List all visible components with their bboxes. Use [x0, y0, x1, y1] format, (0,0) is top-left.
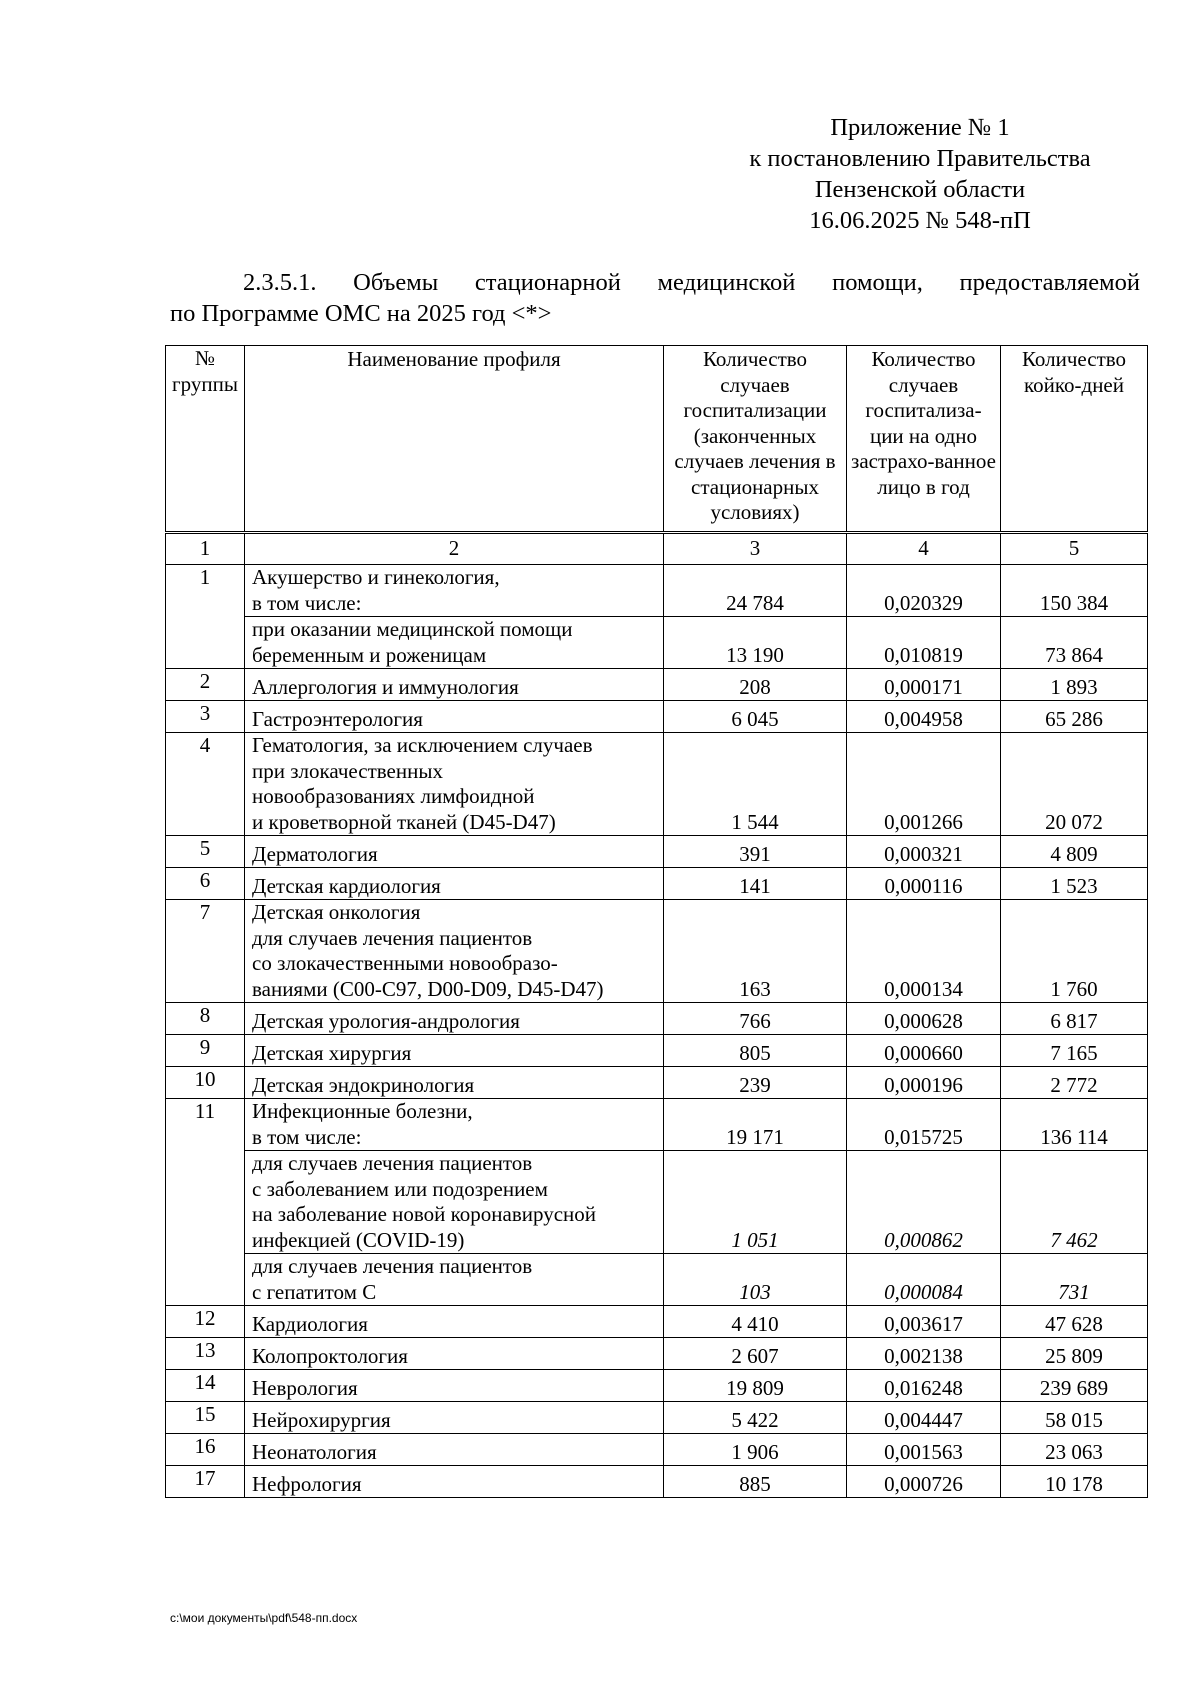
bed-days-cell: 136 114 — [1001, 1099, 1148, 1151]
table-row — [166, 1402, 1148, 1434]
profile-name-cell: Гематология, за исключением случаев при злокачественных новообразованиях лимфоидной и кроветворной тканей (D45-D47) — [245, 733, 664, 836]
profile-name-cell: Гастроэнтерология — [245, 701, 664, 733]
cases-cell: 239 — [664, 1067, 847, 1099]
appendix-reference: к постановлению Правительства — [749, 145, 1091, 172]
per-person-cell: 0,000321 — [847, 836, 1001, 868]
group-number-cell: 17 — [166, 1466, 245, 1498]
group-number-cell: 7 — [166, 900, 245, 1003]
profile-name-cell: Нефрология — [245, 1466, 664, 1498]
appendix-decree-date: 16.06.2025 № 548-пП — [809, 207, 1031, 234]
cases-cell: 19 171 — [664, 1099, 847, 1151]
bed-days-cell: 1 760 — [1001, 900, 1148, 1003]
profile-name-cell: Детская кардиология — [245, 868, 664, 900]
cases-cell: 24 784 — [664, 565, 847, 617]
table-row — [166, 1370, 1148, 1402]
table-row — [166, 669, 1148, 701]
profile-name-cell: Инфекционные болезни, в том числе: — [245, 1099, 664, 1151]
table-body — [166, 533, 1148, 1498]
table-row — [166, 1338, 1148, 1370]
per-person-cell: 0,001563 — [847, 1434, 1001, 1466]
per-person-cell: 0,000862 — [847, 1151, 1001, 1254]
profile-name-cell: Детская эндокринология — [245, 1067, 664, 1099]
profile-name-cell: при оказании медицинской помощи беременным и роженицам — [245, 617, 664, 669]
group-number-cell: 11 — [166, 1099, 245, 1306]
section-heading — [170, 267, 1140, 329]
cases-cell: 1 906 — [664, 1434, 847, 1466]
per-person-cell: 0,000171 — [847, 669, 1001, 701]
table-row — [166, 733, 1148, 836]
group-number-cell: 9 — [166, 1035, 245, 1067]
bed-days-cell: 65 286 — [1001, 701, 1148, 733]
col-number: 3 — [664, 533, 847, 565]
col-number: 5 — [1001, 533, 1148, 565]
file-path-footer: c:\мои документы\pdf\548-пп.docx — [170, 1611, 358, 1625]
group-number-cell: 12 — [166, 1306, 245, 1338]
col-number: 4 — [847, 533, 1001, 565]
section-heading-line2: по Программе ОМС на 2025 год <*> — [170, 300, 552, 327]
per-person-cell: 0,016248 — [847, 1370, 1001, 1402]
table-row — [166, 900, 1148, 1003]
cases-cell: 805 — [664, 1035, 847, 1067]
per-person-cell: 0,010819 — [847, 617, 1001, 669]
table-row — [166, 868, 1148, 900]
profile-name-cell: Детская онкология для случаев лечения пациентов со злокачественными новообразо- ваниями (С00-С97, D00-D09, D45-D47) — [245, 900, 664, 1003]
col-header-bed-days: Количество койко-дней — [1001, 346, 1148, 533]
cases-cell: 885 — [664, 1466, 847, 1498]
bed-days-cell: 25 809 — [1001, 1338, 1148, 1370]
table-row — [166, 1466, 1148, 1498]
per-person-cell: 0,000116 — [847, 868, 1001, 900]
bed-days-cell: 20 072 — [1001, 733, 1148, 836]
profile-name-cell: Колопроктология — [245, 1338, 664, 1370]
table-row — [166, 1003, 1148, 1035]
col-header-per-person: Количество случаев госпитализа-ции на одно застрахо-ванное лицо в год — [847, 346, 1001, 533]
per-person-cell: 0,000134 — [847, 900, 1001, 1003]
per-person-cell: 0,020329 — [847, 565, 1001, 617]
group-number-cell: 2 — [166, 669, 245, 701]
bed-days-cell: 6 817 — [1001, 1003, 1148, 1035]
cases-cell: 103 — [664, 1254, 847, 1306]
profile-name-cell: Аллергология и иммунология — [245, 669, 664, 701]
cases-cell: 208 — [664, 669, 847, 701]
bed-days-cell: 47 628 — [1001, 1306, 1148, 1338]
bed-days-cell: 73 864 — [1001, 617, 1148, 669]
group-number-cell: 13 — [166, 1338, 245, 1370]
table-row — [166, 1099, 1148, 1151]
table-row — [166, 1151, 1148, 1254]
profile-name-cell: Кардиология — [245, 1306, 664, 1338]
profile-name-cell: Детская хирургия — [245, 1035, 664, 1067]
table-row — [166, 1306, 1148, 1338]
col-number: 1 — [166, 533, 245, 565]
per-person-cell: 0,003617 — [847, 1306, 1001, 1338]
group-number-cell: 10 — [166, 1067, 245, 1099]
table-row — [166, 1035, 1148, 1067]
cases-cell: 1 051 — [664, 1151, 847, 1254]
per-person-cell: 0,000660 — [847, 1035, 1001, 1067]
bed-days-cell: 23 063 — [1001, 1434, 1148, 1466]
group-number-cell: 6 — [166, 868, 245, 900]
table-header-row — [166, 346, 1148, 533]
bed-days-cell: 731 — [1001, 1254, 1148, 1306]
profile-name-cell: Акушерство и гинекология, в том числе: — [245, 565, 664, 617]
group-number-cell: 8 — [166, 1003, 245, 1035]
per-person-cell: 0,000726 — [847, 1466, 1001, 1498]
appendix-region: Пензенской области — [814, 176, 1026, 203]
appendix-header — [700, 112, 1140, 236]
cases-cell: 13 190 — [664, 617, 847, 669]
table-row — [166, 1067, 1148, 1099]
bed-days-cell: 4 809 — [1001, 836, 1148, 868]
table-row — [166, 836, 1148, 868]
group-number-cell: 5 — [166, 836, 245, 868]
col-header-cases: Количество случаев госпитализации (законченных случаев лечения в стационарных условиях) — [664, 346, 847, 533]
cases-cell: 1 544 — [664, 733, 847, 836]
per-person-cell: 0,015725 — [847, 1099, 1001, 1151]
profile-name-cell: Неонатология — [245, 1434, 664, 1466]
column-number-row — [166, 533, 1148, 565]
col-header-group: № группы — [166, 346, 245, 533]
cases-cell: 5 422 — [664, 1402, 847, 1434]
cases-cell: 391 — [664, 836, 847, 868]
table-row — [166, 617, 1148, 669]
per-person-cell: 0,002138 — [847, 1338, 1001, 1370]
cases-cell: 4 410 — [664, 1306, 847, 1338]
per-person-cell: 0,001266 — [847, 733, 1001, 836]
group-number-cell: 4 — [166, 733, 245, 836]
bed-days-cell: 7 165 — [1001, 1035, 1148, 1067]
cases-cell: 2 607 — [664, 1338, 847, 1370]
cases-cell: 163 — [664, 900, 847, 1003]
col-header-profile: Наименование профиля — [245, 346, 664, 533]
group-number-cell: 14 — [166, 1370, 245, 1402]
table-row — [166, 1434, 1148, 1466]
table-row — [166, 701, 1148, 733]
bed-days-cell: 1 523 — [1001, 868, 1148, 900]
cases-cell: 19 809 — [664, 1370, 847, 1402]
group-number-cell: 15 — [166, 1402, 245, 1434]
group-number-cell: 1 — [166, 565, 245, 669]
per-person-cell: 0,004958 — [847, 701, 1001, 733]
bed-days-cell: 7 462 — [1001, 1151, 1148, 1254]
section-heading-line1: 2.3.5.1. Объемы стационарной медицинской помощи, предоставляемой — [243, 269, 1140, 296]
cases-cell: 766 — [664, 1003, 847, 1035]
per-person-cell: 0,000196 — [847, 1067, 1001, 1099]
per-person-cell: 0,000628 — [847, 1003, 1001, 1035]
cases-cell: 6 045 — [664, 701, 847, 733]
bed-days-cell: 10 178 — [1001, 1466, 1148, 1498]
profile-name-cell: Детская урология-андрология — [245, 1003, 664, 1035]
table-row — [166, 565, 1148, 617]
profile-name-cell: Дерматология — [245, 836, 664, 868]
col-number: 2 — [245, 533, 664, 565]
group-number-cell: 3 — [166, 701, 245, 733]
appendix-number: Приложение № 1 — [830, 114, 1010, 141]
bed-days-cell: 239 689 — [1001, 1370, 1148, 1402]
bed-days-cell: 58 015 — [1001, 1402, 1148, 1434]
profile-name-cell: Неврология — [245, 1370, 664, 1402]
profile-name-cell: для случаев лечения пациентов с гепатитом С — [245, 1254, 664, 1306]
profile-name-cell: для случаев лечения пациентов с заболеванием или подозрением на заболевание новой коронавирусной инфекцией (COVID-19) — [245, 1151, 664, 1254]
per-person-cell: 0,004447 — [847, 1402, 1001, 1434]
bed-days-cell: 2 772 — [1001, 1067, 1148, 1099]
per-person-cell: 0,000084 — [847, 1254, 1001, 1306]
profile-name-cell: Нейрохирургия — [245, 1402, 664, 1434]
bed-days-cell: 150 384 — [1001, 565, 1148, 617]
group-number-cell: 16 — [166, 1434, 245, 1466]
bed-days-cell: 1 893 — [1001, 669, 1148, 701]
volumes-table — [165, 345, 1148, 1498]
cases-cell: 141 — [664, 868, 847, 900]
table-row — [166, 1254, 1148, 1306]
